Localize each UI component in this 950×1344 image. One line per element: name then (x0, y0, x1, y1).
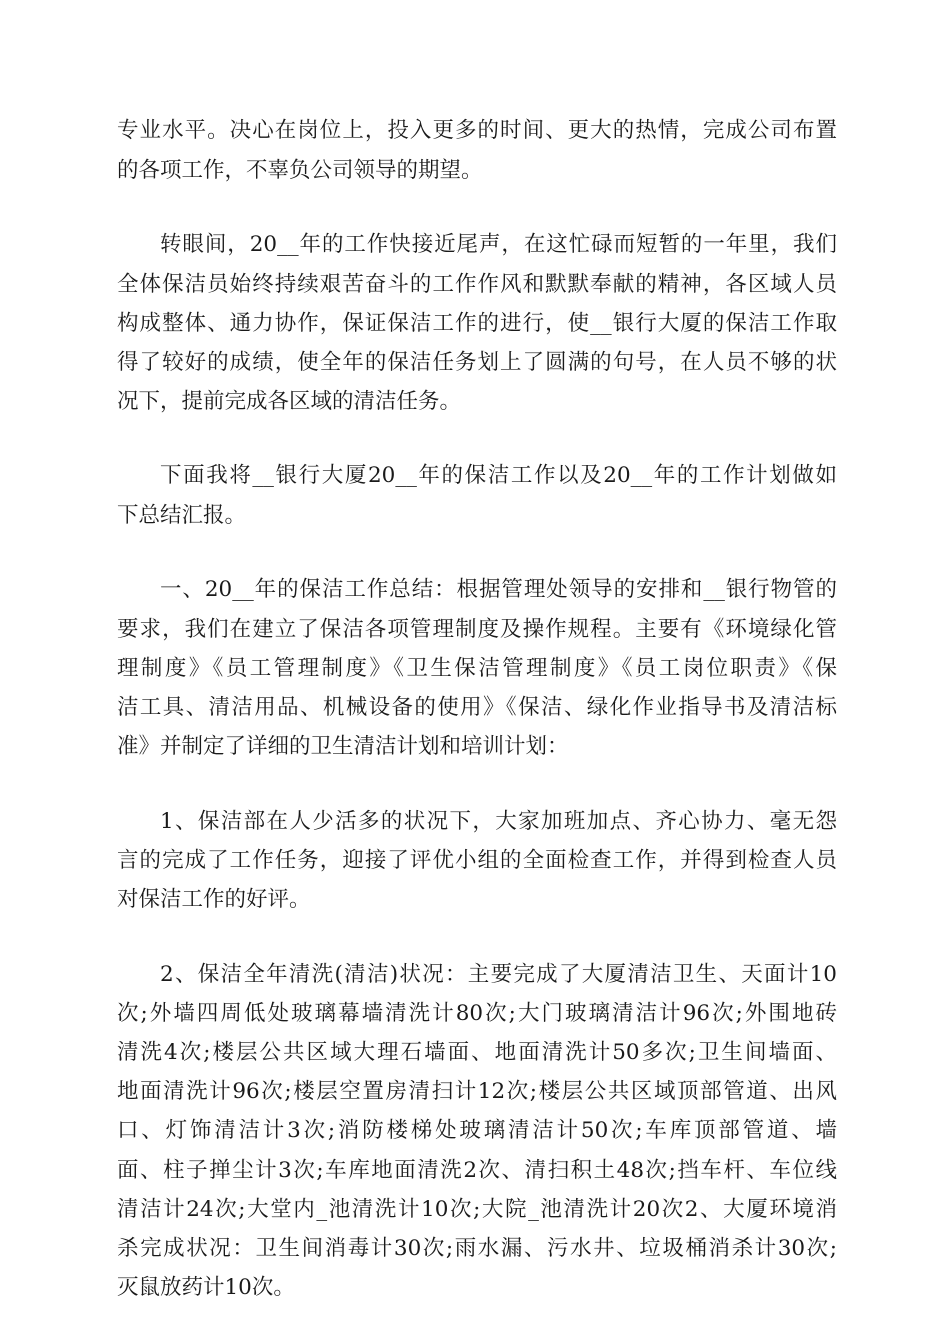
paragraph-line: 准》并制定了详细的卫生清洁计划和培训计划： (117, 734, 569, 759)
paragraph-line: 下面我将__银行大厦20__年的保洁工作以及20__年的工作计划做如 (160, 463, 837, 488)
paragraph-line: 清洁计24次;大堂内_池清洗计10次;大院_池清洗计20次2、大厦环境消 (117, 1197, 837, 1222)
paragraph-line: 全体保洁员始终持续艰苦奋斗的工作作风和默默奉献的精神，各区域人员 (117, 272, 837, 297)
paragraph-line: 理制度》《员工管理制度》《卫生保洁管理制度》《员工岗位职责》《保 (117, 656, 837, 681)
paragraph-line: 下总结汇报。 (117, 503, 247, 528)
paragraph-line: 口、灯饰清洁计3次;消防楼梯处玻璃清洁计50次;车库顶部管道、墙 (117, 1118, 837, 1143)
paragraph-line: 2、保洁全年清洗(清洁)状况：主要完成了大厦清洁卫生、天面计10 (160, 962, 837, 987)
paragraph-line: 言的完成了工作任务，迎接了评优小组的全面检查工作，并得到检查人员 (117, 848, 837, 873)
paragraph-line: 得了较好的成绩，使全年的保洁任务划上了圆满的句号，在人员不够的状 (117, 350, 837, 375)
paragraph-line: 洁工具、清洁用品、机械设备的使用》《保洁、绿化作业指导书及清洁标 (117, 695, 837, 720)
paragraph-line: 要求，我们在建立了保洁各项管理制度及操作规程。主要有《环境绿化管 (117, 617, 837, 642)
paragraph-line: 1、保洁部在人少活多的状况下，大家加班加点、齐心协力、毫无怨 (160, 809, 837, 834)
paragraph-line: 构成整体、通力协作，保证保洁工作的进行，使__银行大厦的保洁工作取 (117, 311, 837, 336)
paragraph-line: 杀完成状况：卫生间消毒计30次;雨水漏、污水井、垃圾桶消杀计30次; (117, 1236, 837, 1261)
paragraph-line: 地面清洗计96次;楼层空置房清扫计12次;楼层公共区域顶部管道、出风 (117, 1079, 837, 1104)
paragraph-line: 的各项工作，不辜负公司领导的期望。 (117, 158, 483, 183)
paragraph-line: 清洗4次;楼层公共区域大理石墙面、地面清洗计50多次;卫生间墙面、 (117, 1040, 837, 1065)
paragraph-line: 次;外墙四周低处玻璃幕墙清洗计80次;大门玻璃清洁计96次;外围地砖 (117, 1001, 837, 1026)
paragraph-line: 对保洁工作的好评。 (117, 887, 311, 912)
paragraph-line: 转眼间，20__年的工作快接近尾声，在这忙碌而短暂的一年里，我们 (160, 232, 837, 257)
paragraph-line: 一、20__年的保洁工作总结：根据管理处领导的安排和__银行物管的 (160, 577, 837, 602)
paragraph-line: 灭鼠放药计10次。 (117, 1275, 295, 1300)
paragraph-line: 面、柱子掸尘计3次;车库地面清洗2次、清扫积土48次;挡车杆、车位线 (117, 1158, 837, 1183)
paragraph-line: 况下，提前完成各区域的清洁任务。 (117, 389, 462, 414)
paragraph-line: 专业水平。决心在岗位上，投入更多的时间、更大的热情，完成公司布置 (117, 118, 837, 143)
